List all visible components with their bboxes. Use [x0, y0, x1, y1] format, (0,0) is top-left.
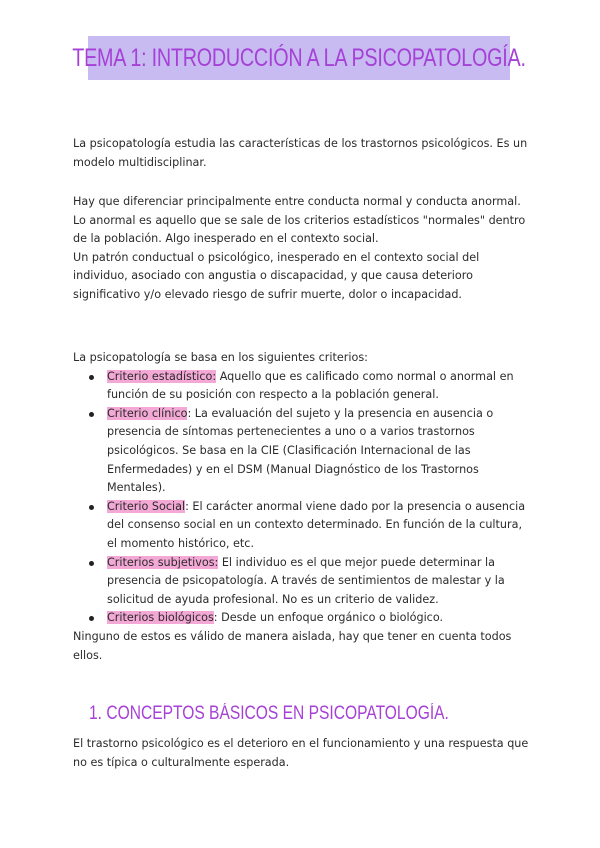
title-highlight [72, 36, 526, 80]
definition-line: Lo anormal es aquello que se sale de los criterios estadísticos "normales" dentro de la población. Algo inesperado en el contexto social. [73, 213, 526, 246]
definition-paragraph [73, 193, 531, 305]
page-title: TEMA 1: INTRODUCCIÓN A LA PSICOPATOLOGÍA. [72, 43, 526, 72]
criteria-list [73, 368, 531, 628]
list-item [107, 405, 531, 498]
criterion-description: El individuo es el que mejor puede determinar la presencia de psicopatología. A través de sentimientos de malestar y la solicitud de ayuda profesional. No es un criterio de validez. [107, 555, 505, 606]
list-item [107, 498, 531, 554]
list-item [107, 609, 531, 628]
definition-line: Hay que diferenciar principalmente entre conducta normal y conducta anormal. [73, 195, 521, 208]
criterion-term: Criterio Social [107, 499, 186, 513]
list-item [107, 368, 531, 405]
criterion-description: : Desde un enfoque orgánico o biológico. [213, 611, 444, 625]
definition-line: Un patrón conductual o psicológico, inesperado en el contexto social del individuo, asociado con angustia o discapacidad, y que causa deterioro significativo y/o elevado riesgo de sufrir muerte, dolor o incapacidad. [73, 250, 480, 301]
criterion-description: : El carácter anormal viene dado por la presencia o ausencia del consenso social en un contexto determinado. En función de la cultura, el momento histórico, etc. [107, 499, 526, 550]
criteria-note: Ninguno de estos es válido de manera aislada, hay que tener en cuenta todos ellos. [73, 629, 512, 662]
list-item [107, 554, 531, 610]
section-paragraph: El trastorno psicológico es el deterioro en el funcionamiento y una respuesta que no es típica o culturalmente esperada. [73, 737, 529, 769]
criterion-term: Criterio clínico [107, 406, 188, 420]
criterion-term: Criterios biológicos [107, 611, 214, 625]
criterion-term: Criterios subjetivos: [107, 555, 219, 569]
intro-paragraph: La psicopatología estudia las características de los trastornos psicológicos. Es un modelo multidisciplinar. [73, 137, 528, 169]
criterion-description: Aquello que es calificado como normal o anormal en función de su posición con respecto a la población general. [107, 369, 514, 402]
criterion-description: : La evaluación del sujeto y la presencia en ausencia o presencia de síntomas pertenecientes a uno o a varios trastornos psicológicos. Se basa en la CIE (Clasificación Internacional de las Enfermedades) y en el DSM (Manual Diagnóstico de los Trastornos Mentales). [107, 406, 494, 495]
criteria-section [73, 349, 531, 665]
criteria-intro: La psicopatología se basa en los siguientes criterios: [73, 351, 368, 364]
criterion-term: Criterio estadístico: [107, 369, 217, 383]
section-heading: 1. CONCEPTOS BÁSICOS EN PSICOPATOLOGÍA. [89, 703, 449, 724]
